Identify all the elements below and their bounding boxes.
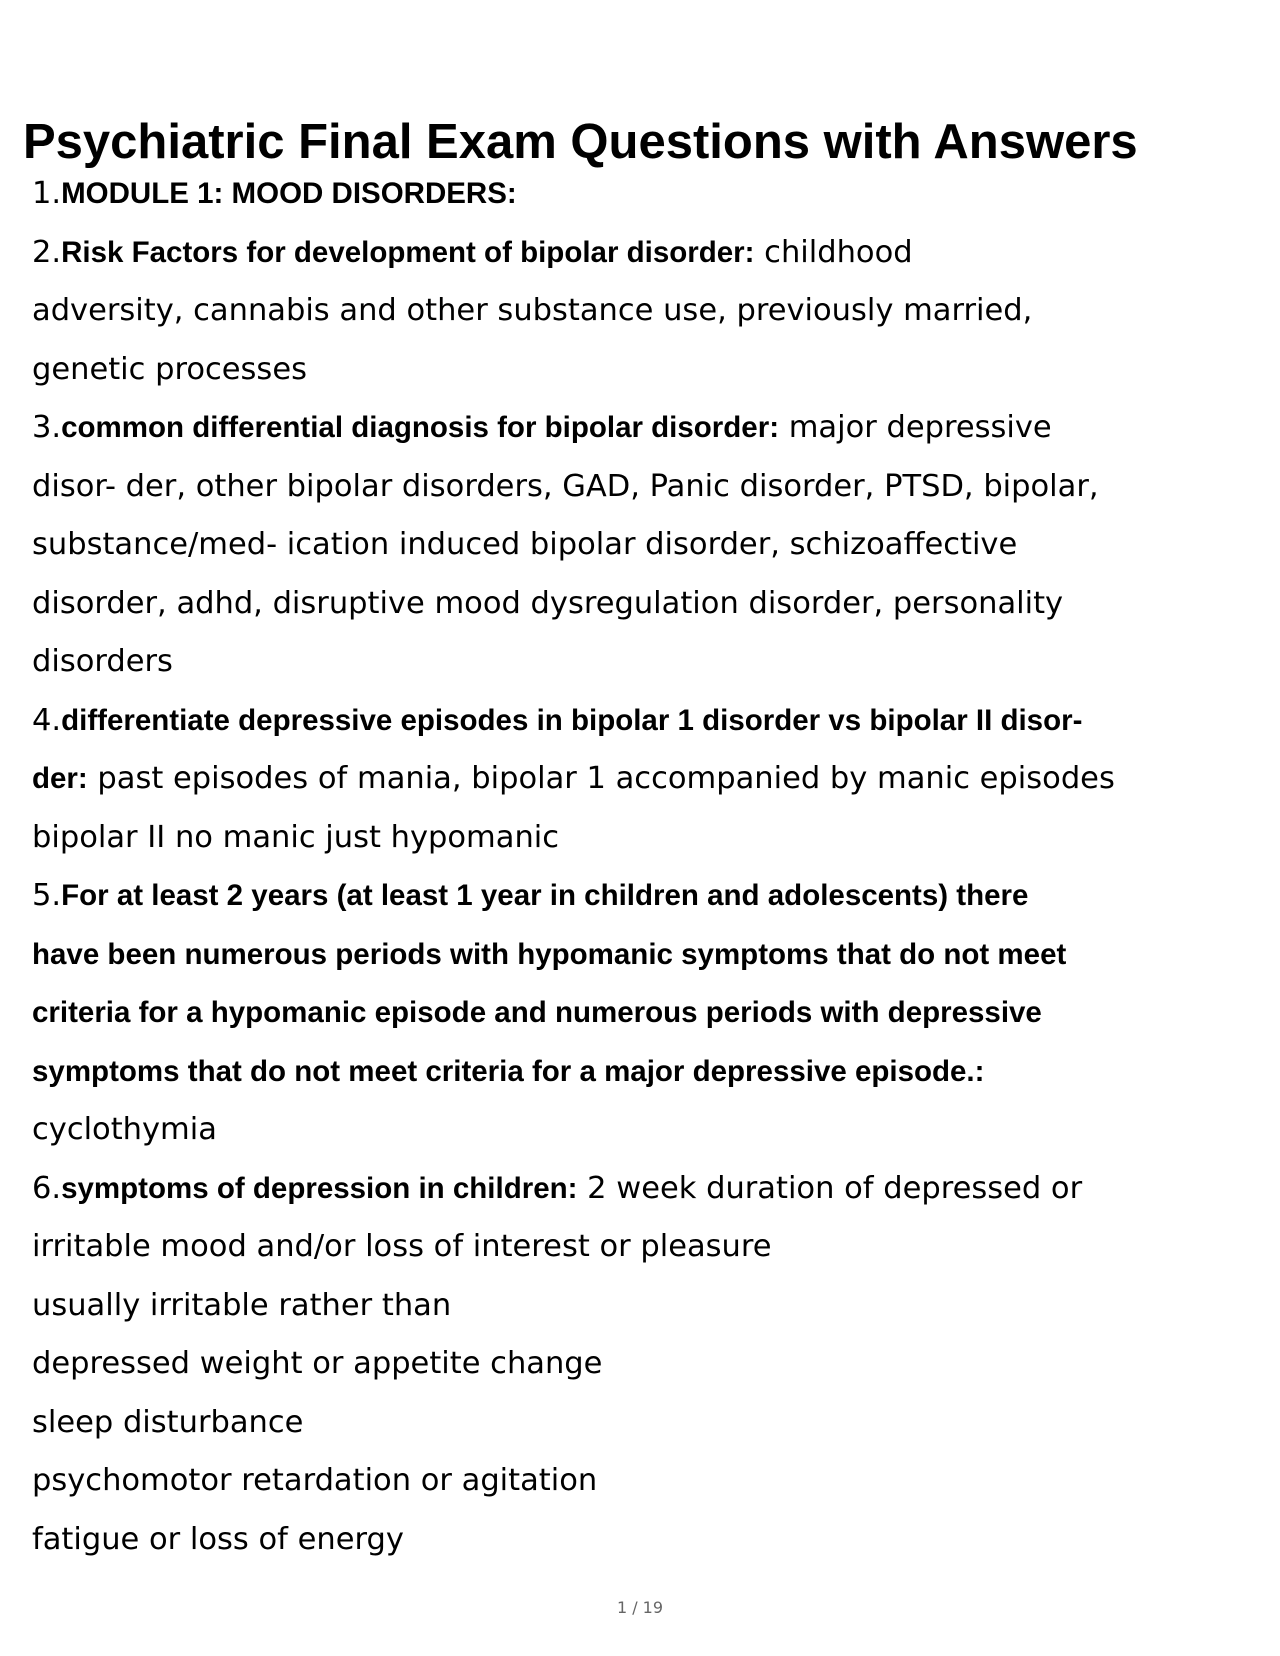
- question-text: common differential diagnosis for bipolar disorder:: [61, 411, 780, 444]
- item-number: 5.: [32, 878, 62, 913]
- question-line: criteria for a hypomanic episode and numerous periods with depressive: [32, 996, 1042, 1029]
- question-text: symptoms of depression in children:: [61, 1171, 578, 1205]
- question-text: Risk Factors for development of bipolar disorder:: [61, 235, 755, 269]
- question-text: differentiate depressive episodes in bipolar 1 disorder vs bipolar II disor-: [61, 703, 1083, 737]
- answer-line: disorder, adhd, disruptive mood dysregulation disorder, personality: [32, 585, 1064, 621]
- page-number: 1 / 19: [616, 1598, 664, 1617]
- qa-item-4: [32, 692, 1252, 868]
- answer-line: disorders: [32, 644, 173, 679]
- item-number: 4.: [32, 702, 62, 738]
- question-line: symptoms that do not meet criteria for a major depressive episode.:: [32, 1054, 985, 1088]
- answer-text: past episodes of mania, bipolar 1 accompanied by manic episodes: [87, 761, 1115, 796]
- answer-text: major depressive: [779, 410, 1052, 445]
- question-text: der:: [32, 762, 88, 795]
- qa-item-4-line-2: [32, 750, 1252, 809]
- qa-item-3-line-1: [32, 399, 1252, 458]
- answer-line: adversity, cannabis and other substance use, previously married,: [32, 293, 1033, 328]
- item-number: 6.: [32, 1170, 62, 1206]
- qa-item-6: [32, 1160, 1252, 1570]
- answer-line: substance/med- ication induced bipolar disorder, schizoaffective: [32, 527, 1018, 562]
- answer-line: psychomotor retardation or agitation: [32, 1463, 598, 1498]
- qa-item-6-line-1: [32, 1160, 1252, 1219]
- answer-line: genetic processes: [32, 351, 307, 387]
- qa-item-2: [32, 224, 1252, 400]
- qa-item-5: [32, 867, 1252, 1160]
- page-title: Psychiatric Final Exam Questions with Answers: [23, 115, 1138, 169]
- answer-line: sleep disturbance: [32, 1404, 304, 1440]
- answer-line: fatigue or loss of energy: [32, 1521, 404, 1557]
- answer-line: bipolar II no manic just hypomanic: [32, 819, 560, 855]
- qa-item-4-line-1: [32, 692, 1252, 751]
- qa-list: [32, 165, 1252, 1569]
- qa-item-1: [32, 165, 1252, 224]
- answer-line: cyclothymia: [32, 1112, 217, 1147]
- item-number: 2.: [32, 234, 62, 270]
- question-text: MODULE 1: MOOD DISORDERS:: [61, 177, 517, 210]
- answer-line: depressed weight or appetite change: [32, 1346, 603, 1381]
- question-text: For at least 2 years (at least 1 year in children and adolescents) there: [61, 879, 1029, 912]
- item-number: 1.: [32, 176, 62, 211]
- answer-line: usually irritable rather than: [32, 1287, 452, 1323]
- item-number: 3.: [32, 410, 62, 445]
- answer-line: irritable mood and/or loss of interest or pleasure: [32, 1229, 772, 1264]
- answer-text: 2 week duration of depressed or: [577, 1170, 1083, 1206]
- qa-item-2-line-1: [32, 224, 1252, 283]
- question-line: have been numerous periods with hypomanic symptoms that do not meet: [32, 937, 1067, 971]
- qa-item-1-line-1: [32, 165, 1252, 224]
- answer-line: disor- der, other bipolar disorders, GAD, Panic disorder, PTSD, bipolar,: [32, 468, 1099, 504]
- qa-item-5-line-1: [32, 867, 1252, 926]
- qa-item-3: [32, 399, 1252, 692]
- answer-text: childhood: [754, 234, 913, 270]
